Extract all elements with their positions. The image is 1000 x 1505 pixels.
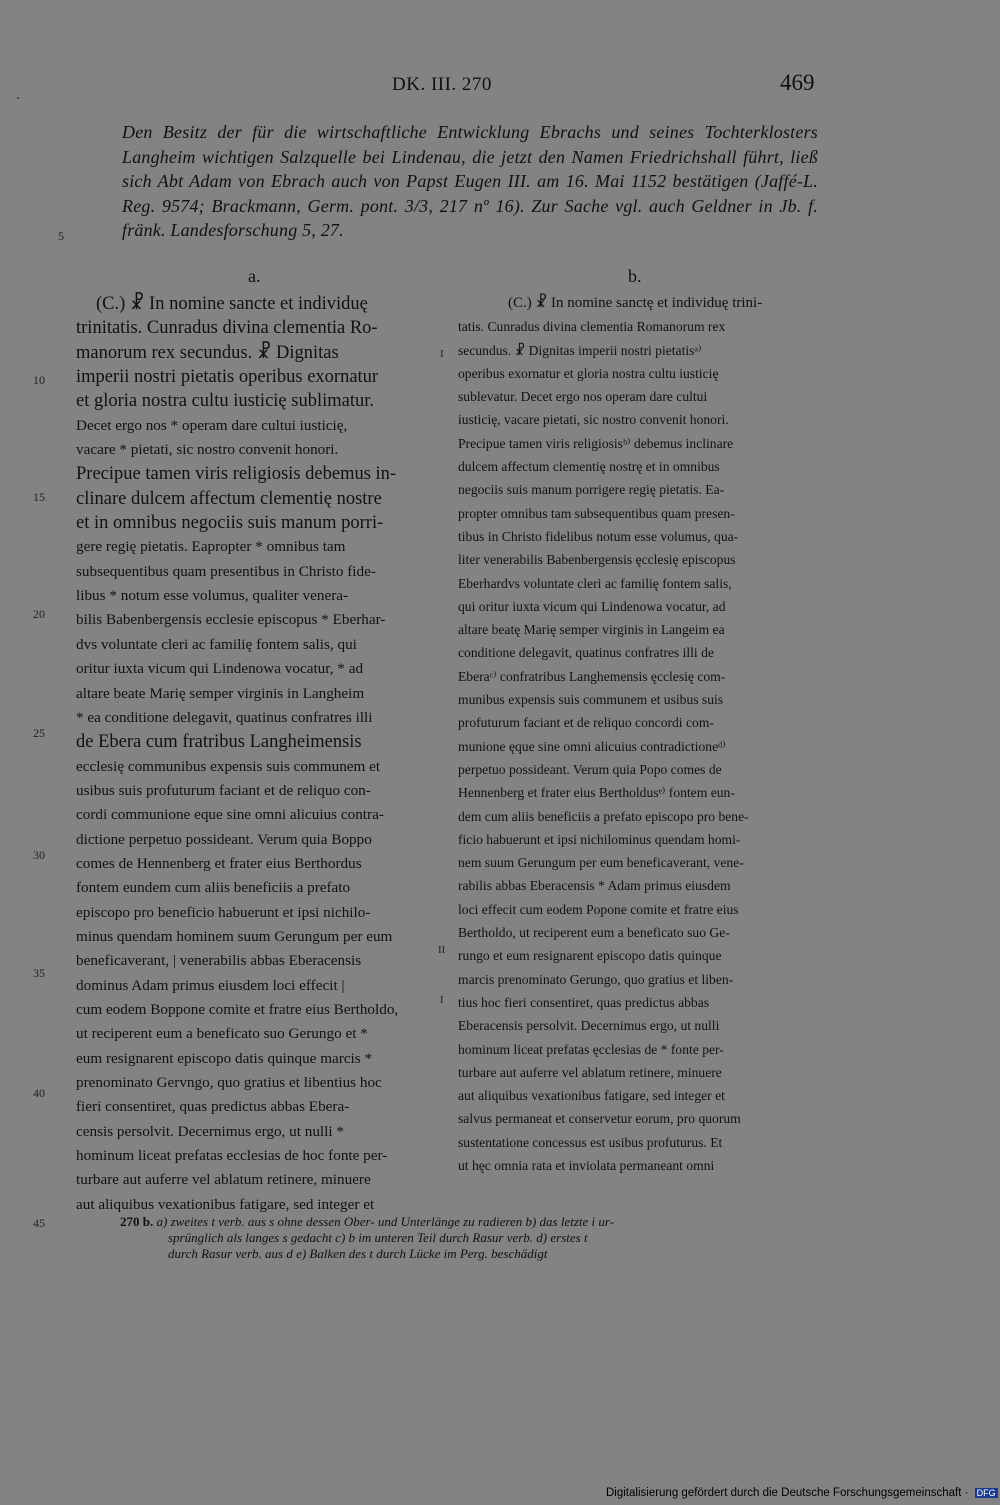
text-line: beneficaverant, | venerabilis abbas Eberacensis xyxy=(76,952,362,970)
text-line: altare beatę Marię semper virginis in Langeim ea xyxy=(458,622,725,638)
text-line: rabilis abbas Eberacensis * Adam primus eiusdem xyxy=(458,878,731,894)
text-line: subsequentibus quam presentibus in Christo fide- xyxy=(76,562,376,580)
text-line: loci effecit cum eodem Popone comite et fratre eius xyxy=(458,901,739,917)
text-line: operibus exornatur et gloria nostra cultu iusticię xyxy=(458,365,719,381)
text-line: nem suum Gerungum per eum beneficaverant, vene- xyxy=(458,855,744,871)
line-number: 35 xyxy=(33,966,45,980)
text-line: negociis suis manum porrigere regię pietatis. Ea- xyxy=(458,482,725,498)
text-line: Decet ergo nos * operam dare cultui iusticię, xyxy=(76,416,348,434)
text-line: manorum rex secundus. ☧ Dignitas xyxy=(76,342,339,363)
text-line: Precipue tamen viris religiosis debemus in- xyxy=(76,464,397,485)
text-line: eum resignarent episcopo datis quinque marcis * xyxy=(76,1049,373,1067)
line-number: 10 xyxy=(33,373,45,387)
text-line: vacare * pietati, sic nostro convenit honori. xyxy=(76,441,339,459)
text-line: dulcem affectum clementię nostrę et in omnibus xyxy=(458,459,720,475)
column-a-label: a. xyxy=(248,266,261,286)
text-line: Precipue tamen viris religiosisᵇ⁾ debemus inclinare xyxy=(458,435,734,451)
text-line: * ea conditione delegavit, quatinus confratres illi xyxy=(76,708,373,726)
text-line: et in omnibus negociis suis manum porri- xyxy=(76,513,384,534)
column-b-text xyxy=(458,292,814,1177)
page-number: 469 xyxy=(780,70,815,95)
text-line: secundus. ☧ Dignitas imperii nostri pietatisᵃ⁾ xyxy=(458,342,702,358)
text-line: rungo et eum resignarent episcopo datis quinque xyxy=(458,948,722,964)
text-line: hominum liceat prefatas ecclesias de hoc fonte per- xyxy=(76,1147,388,1165)
text-line: qui oritur iuxta vicum qui Lindenowa vocatur, ad xyxy=(458,598,726,614)
text-line: censis persolvit. Decernimus ergo, ut nulli * xyxy=(76,1122,344,1140)
text-line: (C.) ☧ In nomine sanctę et individuę trini- xyxy=(508,295,763,311)
text-line: sublevatur. Decet ergo nos operam dare cultui xyxy=(458,389,708,405)
text-line: comes de Hennenberg et frater eius Berthordus xyxy=(76,854,362,872)
text-line: ut reciperent eum a beneficato suo Gerungo et * xyxy=(76,1025,368,1043)
text-line: perpetuo possideant. Verum quia Popo comes de xyxy=(458,761,722,777)
text-line: minus quendam hominem suum Gerungum per eum xyxy=(76,927,393,945)
footnote-label: 270 b. xyxy=(120,1214,154,1229)
line-number: 15 xyxy=(33,490,45,504)
line-number: 45 xyxy=(33,1216,45,1230)
text-line: Hennenberg et frater eius Bertholdusᵉ⁾ fontem eun- xyxy=(458,785,735,801)
text-line: aut aliquibus vexationibus fatigare, sed integer et xyxy=(458,1088,725,1104)
dfg-logo-icon: DFG xyxy=(976,1487,996,1498)
text-line: imperii nostri pietatis operibus exornatur xyxy=(76,367,379,388)
text-line: tibus in Christo fidelibus notum esse volumus, qua- xyxy=(458,528,739,544)
margin-mark: II xyxy=(438,944,446,956)
text-line: ecclesię communibus expensis suis communem et xyxy=(76,757,381,775)
text-line: prenominato Gervngo, quo gratius et libentius hoc xyxy=(76,1074,382,1091)
text-line: clinare dulcem affectum clementię nostre xyxy=(76,488,382,509)
text-line: episcopo pro beneficio habuerunt et ipsi nichilo- xyxy=(76,903,371,921)
footnote-line: sprünglich als langes s gedacht c) b im unteren Teil durch Rasur verb. d) erstes t xyxy=(168,1230,588,1245)
text-line: aut aliquibus vexationibus fatigare, sed integer et xyxy=(76,1195,375,1213)
footnote-line: a) zweites t verb. aus s ohne dessen Ober- und Unterlänge zu radieren b) das letzte i ur- xyxy=(156,1214,615,1229)
text-line: conditione delegavit, quatinus confratres illi de xyxy=(458,645,714,661)
text-line: altare beate Marię semper virginis in Langheim xyxy=(76,684,365,702)
text-line: dominus Adam primus eiusdem loci effecit | xyxy=(76,976,345,994)
footnote-line: durch Rasur verb. aus d e) Balken des t durch Lücke im Perg. beschädigt xyxy=(168,1246,548,1261)
text-line: cordi communione eque sine omni alicuius contra- xyxy=(76,806,384,824)
text-line: ut hęc omnia rata et inviolata permaneant omni xyxy=(458,1157,715,1173)
footnotes xyxy=(120,1214,820,1262)
text-line: liter venerabilis Babenbergensis ęcclesię episcopus xyxy=(458,552,736,568)
text-line: Bertholdo, ut reciperent eum a beneficato suo Ge- xyxy=(458,925,730,941)
text-line: fontem eundem cum aliis beneficiis a prefato xyxy=(76,879,351,897)
line-number: 40 xyxy=(33,1086,45,1100)
text-line: gere regię pietatis. Eapropter * omnibus tam xyxy=(76,538,346,556)
column-b-label: b. xyxy=(628,266,642,286)
column-a-text xyxy=(76,292,434,1217)
line-number: 20 xyxy=(33,607,45,621)
text-line: marcis prenominato Gerungo, quo gratius et liben- xyxy=(458,971,734,987)
text-line: Eberhardvs voluntate cleri ac familię fontem salis, xyxy=(458,575,732,591)
text-line: oritur iuxta vicum qui Lindenowa vocatur, * ad xyxy=(76,660,364,678)
text-line: turbare aut auferre vel ablatum retinere, minuere xyxy=(76,1171,371,1189)
line-number: 30 xyxy=(33,848,45,862)
text-line: munione ęque sine omni alicuius contradictioneᵈ⁾ xyxy=(458,738,726,754)
text-line: iusticię, vacare pietati, sic nostro convenit honori. xyxy=(458,412,729,428)
text-line: salvus permaneat et conservetur eorum, pro quorum xyxy=(458,1111,741,1127)
text-line: Eberacensis persolvit. Decernimus ergo, ut nulli xyxy=(458,1018,720,1034)
text-line: dictione perpetuo possideant. Verum quia Boppo xyxy=(76,830,372,848)
margin-mark: I xyxy=(440,994,444,1006)
text-line: profuturum faciant et de reliquo concordi com- xyxy=(458,715,714,731)
text-line: fieri consentiret, quas predictus abbas Ebera- xyxy=(76,1098,350,1116)
text-line: et gloria nostra cultu iusticię sublimatur. xyxy=(76,391,374,412)
text-line: bilis Babenbergensis ecclesie episcopus * Eberhar- xyxy=(76,611,386,629)
margin-mark: I xyxy=(440,348,444,360)
funding-credit xyxy=(606,1487,998,1499)
text-line: trinitatis. Cunradus divina clementia Ro- xyxy=(76,318,378,339)
text-line: usibus suis profuturum faciant et de reliquo con- xyxy=(76,781,371,799)
text-line: libus * notum esse volumus, qualiter venera- xyxy=(76,587,349,605)
text-line: sustentatione concessus est usibus profuturus. Et xyxy=(458,1134,723,1150)
text-line: propter omnibus tam subsequentibus quam presen- xyxy=(458,505,735,521)
credit-text: Digitalisierung gefördert durch die Deutsche Forschungsgemeinschaft · xyxy=(606,1487,969,1499)
text-line: tatis. Cunradus divina clementia Romanorum rex xyxy=(458,319,726,335)
intro-paragraph: Den Besitz der für die wirtschaftliche Entwicklung Ebrachs und seines Tochterklosters Langheim wichtigen Salzquelle bei Lindenau, die jetzt den Namen Friedrichshall führt, ließ sich Abt Adam von Ebrach auch von Papst Eugen III. am 16. Mai 1152 bestätigen (Jaffé-L. Reg. 9574; Brackmann, Germ. pont. 3/3, 217 nº 16). Zur Sache vgl. auch Geldner in Jb. f. fränk. Landesforschung 5, 27. xyxy=(122,122,818,240)
line-number: 5 xyxy=(58,229,64,243)
running-title: DK. III. 270 xyxy=(392,74,492,95)
line-number: 25 xyxy=(33,726,45,740)
text-line: cum eodem Boppone comite et fratre eius Bertholdo, xyxy=(76,1000,399,1018)
text-line: ficio habuerunt et ipsi nichilominus quendam homi- xyxy=(458,831,741,847)
text-line: dvs voluntate cleri ac familię fontem salis, qui xyxy=(76,635,357,653)
text-line: (C.) ☧ In nomine sancte et individuę xyxy=(96,294,368,314)
text-line: tius hoc fieri consentiret, quas predictus abbas xyxy=(458,994,710,1010)
text-line: Eberaᶜ⁾ confratribus Langhemensis ęcclesię com- xyxy=(458,668,726,684)
text-line: turbare aut auferre vel ablatum retinere, minuere xyxy=(458,1064,722,1080)
text-line: hominum liceat prefatas ęcclesias de * fonte per- xyxy=(458,1041,724,1057)
text-line: dem cum aliis beneficiis a prefato episcopo pro bene- xyxy=(458,808,749,824)
text-line: munibus expensis suis communem et usibus suis xyxy=(458,692,724,708)
text-line: de Ebera cum fratribus Langheimensis xyxy=(76,732,362,753)
page-header xyxy=(0,70,1000,102)
